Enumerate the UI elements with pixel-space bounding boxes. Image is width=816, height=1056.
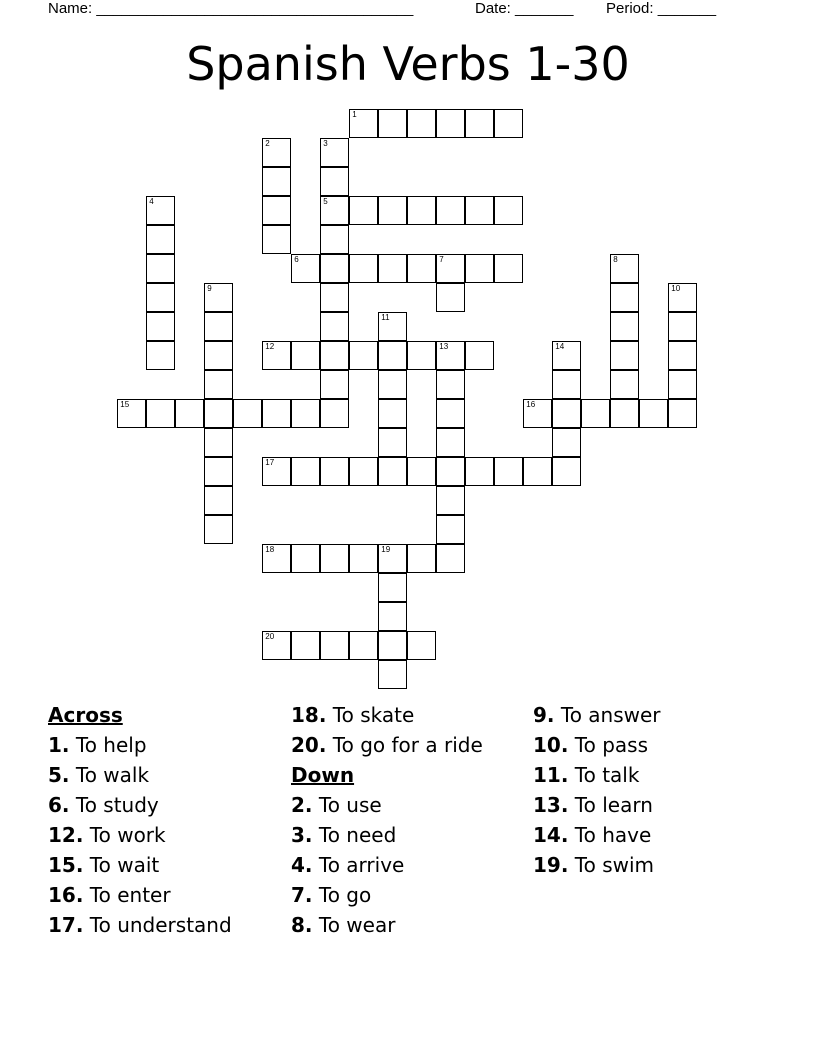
crossword-cell[interactable] [204, 283, 233, 312]
crossword-cell[interactable] [552, 399, 581, 428]
crossword-cell[interactable] [378, 660, 407, 689]
clue-item-number: 11. [533, 763, 569, 787]
crossword-cell[interactable] [407, 254, 436, 283]
crossword-cell[interactable] [436, 196, 465, 225]
crossword-cell[interactable] [146, 254, 175, 283]
clues-column-3 [533, 700, 661, 880]
crossword-cell[interactable] [349, 341, 378, 370]
crossword-cell[interactable] [146, 196, 175, 225]
clue-item-number: 4. [291, 853, 313, 877]
crossword-cell[interactable] [378, 370, 407, 399]
clues-column-2 [291, 700, 483, 940]
clue-item [291, 880, 483, 910]
crossword-cell[interactable] [494, 109, 523, 138]
crossword-cell[interactable] [407, 457, 436, 486]
clue-item [291, 700, 483, 730]
crossword-cell[interactable] [262, 457, 291, 486]
crossword-cell[interactable] [436, 109, 465, 138]
clue-section-heading [48, 700, 232, 730]
clue-number-label: 1 [352, 110, 357, 120]
clue-item-number: 14. [533, 823, 569, 847]
crossword-cell[interactable] [291, 341, 320, 370]
crossword-cell[interactable] [262, 225, 291, 254]
crossword-cell[interactable] [204, 341, 233, 370]
crossword-cell[interactable] [378, 631, 407, 660]
crossword-cell[interactable] [523, 457, 552, 486]
crossword-cell[interactable] [320, 341, 349, 370]
crossword-cell[interactable] [320, 312, 349, 341]
crossword-cell[interactable] [494, 457, 523, 486]
clue-item [533, 700, 661, 730]
crossword-cell[interactable] [668, 370, 697, 399]
crossword-cell[interactable] [407, 631, 436, 660]
crossword-cell[interactable] [639, 399, 668, 428]
crossword-cell[interactable] [378, 312, 407, 341]
clue-item-text: To work [89, 823, 166, 847]
crossword-cell[interactable] [378, 428, 407, 457]
crossword-cell[interactable] [320, 225, 349, 254]
clue-number-label: 12 [265, 342, 275, 352]
clue-item-number: 3. [291, 823, 313, 847]
crossword-cell[interactable] [320, 457, 349, 486]
clue-number-label: 10 [671, 284, 681, 294]
clue-item-number: 12. [48, 823, 84, 847]
clue-item [533, 790, 661, 820]
clue-number-label: 13 [439, 342, 449, 352]
clue-number-label: 5 [323, 197, 328, 207]
clue-number-label: 9 [207, 284, 212, 294]
crossword-cell[interactable] [320, 283, 349, 312]
crossword-cell[interactable] [436, 544, 465, 573]
page-title: Spanish Verbs 1-30 [186, 37, 630, 91]
clue-number-label: 17 [265, 458, 275, 468]
clue-number-label: 8 [613, 255, 618, 265]
crossword-cell[interactable] [610, 341, 639, 370]
clue-item-text: To talk [574, 763, 640, 787]
crossword-cell[interactable] [146, 399, 175, 428]
crossword-cell[interactable] [668, 399, 697, 428]
crossword-cell[interactable] [378, 399, 407, 428]
crossword-cell[interactable] [320, 631, 349, 660]
clue-item-number: 8. [291, 913, 313, 937]
crossword-cell[interactable] [436, 370, 465, 399]
clue-item [48, 820, 232, 850]
clue-item-number: 17. [48, 913, 84, 937]
clue-item-text: To use [318, 793, 382, 817]
crossword-cell[interactable] [320, 138, 349, 167]
clue-item [291, 910, 483, 940]
crossword-cell[interactable] [610, 399, 639, 428]
clue-item [48, 910, 232, 940]
crossword-cell[interactable] [378, 196, 407, 225]
clue-number-label: 15 [120, 400, 130, 410]
crossword-cell[interactable] [262, 631, 291, 660]
clue-item-text: To have [574, 823, 652, 847]
clue-item [291, 850, 483, 880]
crossword-cell[interactable] [436, 283, 465, 312]
crossword-cell[interactable] [204, 312, 233, 341]
crossword-cell[interactable] [436, 428, 465, 457]
crossword-cell[interactable] [204, 486, 233, 515]
clue-item-number: 13. [533, 793, 569, 817]
crossword-cell[interactable] [320, 254, 349, 283]
clue-item-text: To learn [574, 793, 653, 817]
clue-item [533, 850, 661, 880]
crossword-cell[interactable] [291, 254, 320, 283]
clue-item-text: To answer [560, 703, 661, 727]
crossword-cell[interactable] [349, 544, 378, 573]
crossword-cell[interactable] [436, 399, 465, 428]
crossword-cell[interactable] [552, 341, 581, 370]
clue-number-label: 2 [265, 139, 270, 149]
crossword-cell[interactable] [349, 196, 378, 225]
clue-item [48, 730, 232, 760]
clue-item-text: To study [75, 793, 159, 817]
crossword-cell[interactable] [407, 109, 436, 138]
clue-item [291, 820, 483, 850]
clue-item-text: To pass [574, 733, 648, 757]
crossword-cell[interactable] [494, 254, 523, 283]
crossword-cell[interactable] [291, 544, 320, 573]
clue-number-label: 19 [381, 545, 391, 555]
date-field-label: Date: _______ [475, 0, 574, 17]
crossword-cell[interactable] [262, 341, 291, 370]
crossword-cell[interactable] [262, 399, 291, 428]
crossword-cell[interactable] [465, 341, 494, 370]
clue-item [48, 790, 232, 820]
crossword-cell[interactable] [436, 254, 465, 283]
crossword-cell[interactable] [320, 196, 349, 225]
clue-heading-text: Across [48, 703, 123, 727]
crossword-cell[interactable] [146, 312, 175, 341]
crossword-cell[interactable] [552, 370, 581, 399]
clue-item-text: To go for a ride [332, 733, 483, 757]
crossword-cell[interactable] [378, 573, 407, 602]
clue-item-text: To help [75, 733, 147, 757]
crossword-cell[interactable] [204, 428, 233, 457]
clue-section-heading [291, 760, 483, 790]
clue-item-text: To wear [318, 913, 396, 937]
crossword-cell[interactable] [378, 109, 407, 138]
clue-item [48, 880, 232, 910]
crossword-cell[interactable] [378, 457, 407, 486]
crossword-cell[interactable] [146, 225, 175, 254]
crossword-cell[interactable] [465, 254, 494, 283]
crossword-cell[interactable] [465, 457, 494, 486]
crossword-cell[interactable] [436, 486, 465, 515]
clue-heading-text: Down [291, 763, 355, 787]
clue-number-label: 16 [526, 400, 536, 410]
crossword-cell[interactable] [552, 428, 581, 457]
crossword-cell[interactable] [581, 399, 610, 428]
crossword-cell[interactable] [378, 254, 407, 283]
crossword-cell[interactable] [668, 341, 697, 370]
clue-number-label: 11 [381, 313, 390, 323]
crossword-cell[interactable] [465, 196, 494, 225]
crossword-cell[interactable] [349, 631, 378, 660]
clue-item-text: To understand [89, 913, 232, 937]
clue-item-text: To arrive [318, 853, 405, 877]
crossword-cell[interactable] [146, 341, 175, 370]
crossword-cell[interactable] [523, 399, 552, 428]
clue-item-text: To walk [75, 763, 150, 787]
crossword-cell[interactable] [262, 196, 291, 225]
clue-number-label: 18 [265, 545, 275, 555]
clue-number-label: 4 [149, 197, 154, 207]
clue-item-number: 15. [48, 853, 84, 877]
clue-item-text: To wait [89, 853, 160, 877]
clue-item-number: 16. [48, 883, 84, 907]
crossword-cell[interactable] [378, 544, 407, 573]
crossword-cell[interactable] [204, 457, 233, 486]
crossword-cell[interactable] [117, 399, 146, 428]
crossword-cell[interactable] [262, 138, 291, 167]
crossword-cell[interactable] [610, 283, 639, 312]
crossword-cell[interactable] [204, 515, 233, 544]
clue-item-number: 10. [533, 733, 569, 757]
clue-item [533, 820, 661, 850]
crossword-cell[interactable] [175, 399, 204, 428]
clue-number-label: 7 [439, 255, 444, 265]
crossword-cell[interactable] [349, 457, 378, 486]
clue-item-text: To skate [332, 703, 415, 727]
crossword-cell[interactable] [552, 457, 581, 486]
clue-item-number: 2. [291, 793, 313, 817]
crossword-cell[interactable] [378, 341, 407, 370]
crossword-cell[interactable] [233, 399, 262, 428]
crossword-cell[interactable] [320, 544, 349, 573]
crossword-cell[interactable] [320, 399, 349, 428]
clue-item-text: To swim [574, 853, 655, 877]
crossword-cell[interactable] [494, 196, 523, 225]
crossword-cell[interactable] [668, 312, 697, 341]
clue-item-number: 7. [291, 883, 313, 907]
clue-item-text: To need [318, 823, 397, 847]
crossword-cell[interactable] [349, 109, 378, 138]
clue-number-label: 14 [555, 342, 565, 352]
clue-item [48, 760, 232, 790]
clue-item [533, 730, 661, 760]
clue-item-number: 5. [48, 763, 70, 787]
crossword-cell[interactable] [407, 196, 436, 225]
clue-item-number: 1. [48, 733, 70, 757]
clues-column-1 [48, 700, 232, 940]
crossword-cell[interactable] [378, 602, 407, 631]
crossword-cell[interactable] [610, 312, 639, 341]
clue-item-number: 19. [533, 853, 569, 877]
clue-item-text: To enter [89, 883, 171, 907]
period-field-label: Period: _______ [606, 0, 717, 17]
crossword-cell[interactable] [610, 370, 639, 399]
name-field-label: Name: ______________________________________ [48, 0, 414, 17]
clue-item-number: 20. [291, 733, 327, 757]
clue-item-number: 6. [48, 793, 70, 817]
crossword-cell[interactable] [407, 341, 436, 370]
crossword-cell[interactable] [668, 283, 697, 312]
crossword-cell[interactable] [146, 283, 175, 312]
crossword-cell[interactable] [262, 167, 291, 196]
clue-item [291, 790, 483, 820]
clue-item-number: 18. [291, 703, 327, 727]
clue-item-text: To go [318, 883, 372, 907]
crossword-cell[interactable] [610, 254, 639, 283]
crossword-cell[interactable] [291, 399, 320, 428]
clue-number-label: 3 [323, 139, 328, 149]
crossword-cell[interactable] [291, 457, 320, 486]
crossword-cell[interactable] [320, 370, 349, 399]
clue-item [291, 730, 483, 760]
crossword-cell[interactable] [204, 370, 233, 399]
crossword-cell[interactable] [349, 254, 378, 283]
clue-item [533, 760, 661, 790]
clue-item [48, 850, 232, 880]
crossword-cell[interactable] [436, 341, 465, 370]
crossword-cell[interactable] [436, 515, 465, 544]
crossword-cell[interactable] [407, 544, 436, 573]
clue-item-number: 9. [533, 703, 555, 727]
crossword-cell[interactable] [204, 399, 233, 428]
crossword-cell[interactable] [262, 544, 291, 573]
clue-number-label: 6 [294, 255, 299, 265]
crossword-cell[interactable] [465, 109, 494, 138]
crossword-cell[interactable] [320, 167, 349, 196]
crossword-cell[interactable] [436, 457, 465, 486]
crossword-cell[interactable] [291, 631, 320, 660]
clue-number-label: 20 [265, 632, 275, 642]
